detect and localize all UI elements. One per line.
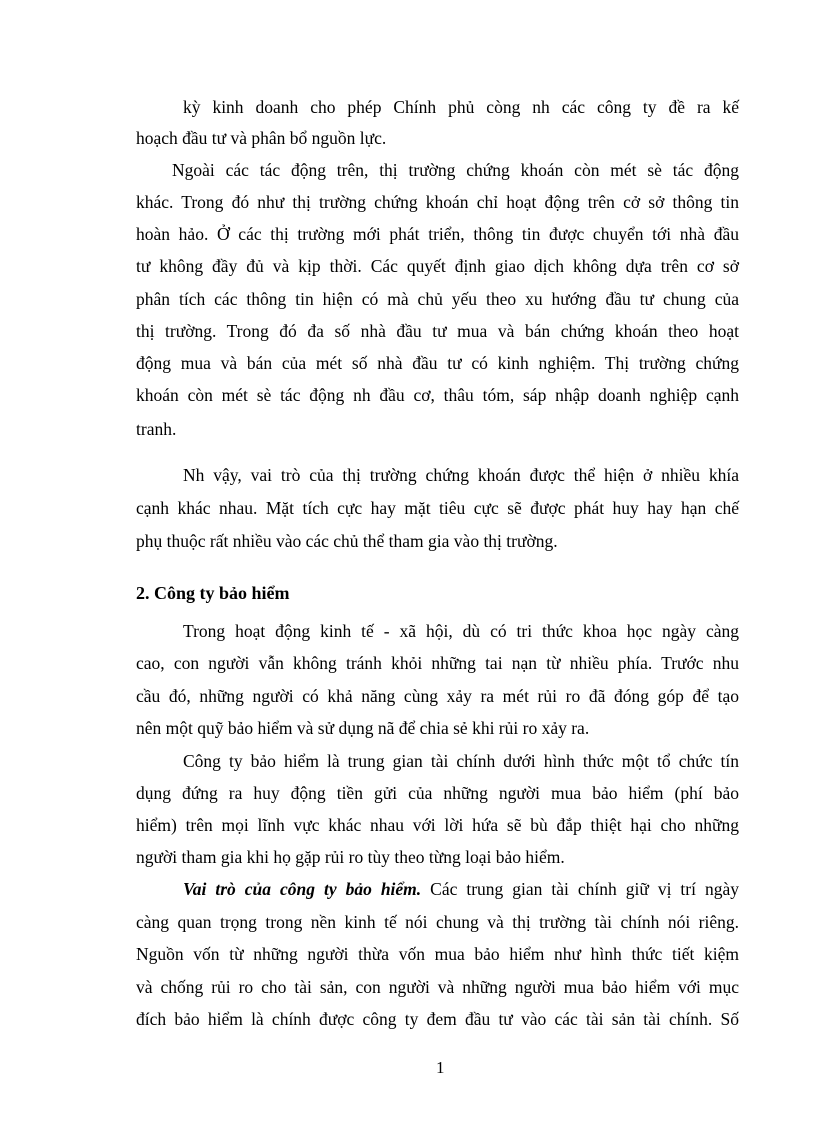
page-number: 1 — [436, 1058, 445, 1077]
text-line: hoàn hảo. Ở các thị trường mới phát triển, thông tin được chuyển tới nhà đầu — [136, 224, 739, 244]
text-line: và chống rủi ro cho tài sản, con người và những người mua bảo hiểm với mục — [136, 977, 739, 997]
text-line: Nh vậy, vai trò của thị trường chứng khoán được thể hiện ở nhiều khía — [183, 465, 739, 485]
text-line: cạnh khác nhau. Mặt tích cực hay mặt tiêu cực sẽ được phát huy hay hạn chế — [136, 498, 739, 518]
text-line: động mua và bán của mét số nhà đầu tư có kinh nghiệm. Thị trường chứng — [136, 353, 739, 373]
text-line: phân tích các thông tin hiện có mà chủ yếu theo xu hướng đầu tư chung của — [136, 289, 739, 309]
section-heading: 2. Công ty bảo hiểm — [136, 583, 290, 603]
text-line: kỳ kinh doanh cho phép Chính phủ còng nh các công ty đề ra kế — [183, 97, 739, 117]
text-line: hiểm) trên mọi lĩnh vực khác nhau với lời hứa sẽ bù đắp thiệt hại cho những — [136, 815, 739, 835]
text-line: phụ thuộc rất nhiều vào các chủ thể tham gia vào thị trường. — [136, 531, 558, 551]
text-line: khác. Trong đó như thị trường chứng khoán chỉ hoạt động trên cở sở thông tin — [136, 192, 739, 212]
text-line: thị trường. Trong đó đa số nhà đầu tư mua và bán chứng khoán theo hoạt — [136, 321, 739, 341]
role-lead: Vai trò của công ty bảo hiểm. — [183, 879, 422, 899]
text-line: Công ty bảo hiểm là trung gian tài chính dưới hình thức một tổ chức tín — [183, 751, 739, 771]
text-line: đích bảo hiểm là chính được công ty đem đầu tư vào các tài sản tài chính. Số — [136, 1009, 739, 1029]
text-line: nên một quỹ bảo hiểm và sử dụng nã để chia sẻ khi rủi ro xảy ra. — [136, 718, 590, 738]
text-line: dụng đứng ra huy động tiền gửi của những người mua bảo hiểm (phí bảo — [136, 783, 739, 803]
text-line: Nguồn vốn từ những người thừa vốn mua bảo hiểm như hình thức tiết kiệm — [136, 944, 739, 964]
text-line: người tham gia khi họ gặp rủi ro tùy theo từng loại bảo hiểm. — [136, 847, 565, 867]
text-line — [183, 878, 739, 900]
text-line: hoạch đầu tư và phân bổ nguồn lực. — [136, 128, 387, 148]
text-line: Trong hoạt động kinh tế - xã hội, dù có tri thức khoa học ngày càng — [183, 621, 739, 641]
text-line: Ngoài các tác động trên, thị trường chứng khoán còn mét sè tác động — [172, 160, 739, 180]
text-line: khoán còn mét sè tác động nh đầu cơ, thâu tóm, sáp nhập doanh nghiệp cạnh — [136, 385, 739, 405]
text-line: tư không đầy đủ và kịp thời. Các quyết định giao dịch không dựa trên cơ sở — [136, 256, 739, 276]
text-line: càng quan trọng trong nền kinh tế nói chung và thị trường tài chính nói riêng. — [136, 912, 739, 932]
role-first-rest: Các trung gian tài chính giữ vị trí ngày — [421, 879, 739, 899]
text-line: tranh. — [136, 419, 177, 439]
text-line: cao, con người vẫn không tránh khỏi những tai nạn từ nhiều phía. Trước nhu — [136, 653, 739, 673]
text-line: cầu đó, những người có khả năng cùng xảy ra mét rủi ro đã đóng góp để tạo — [136, 686, 739, 706]
